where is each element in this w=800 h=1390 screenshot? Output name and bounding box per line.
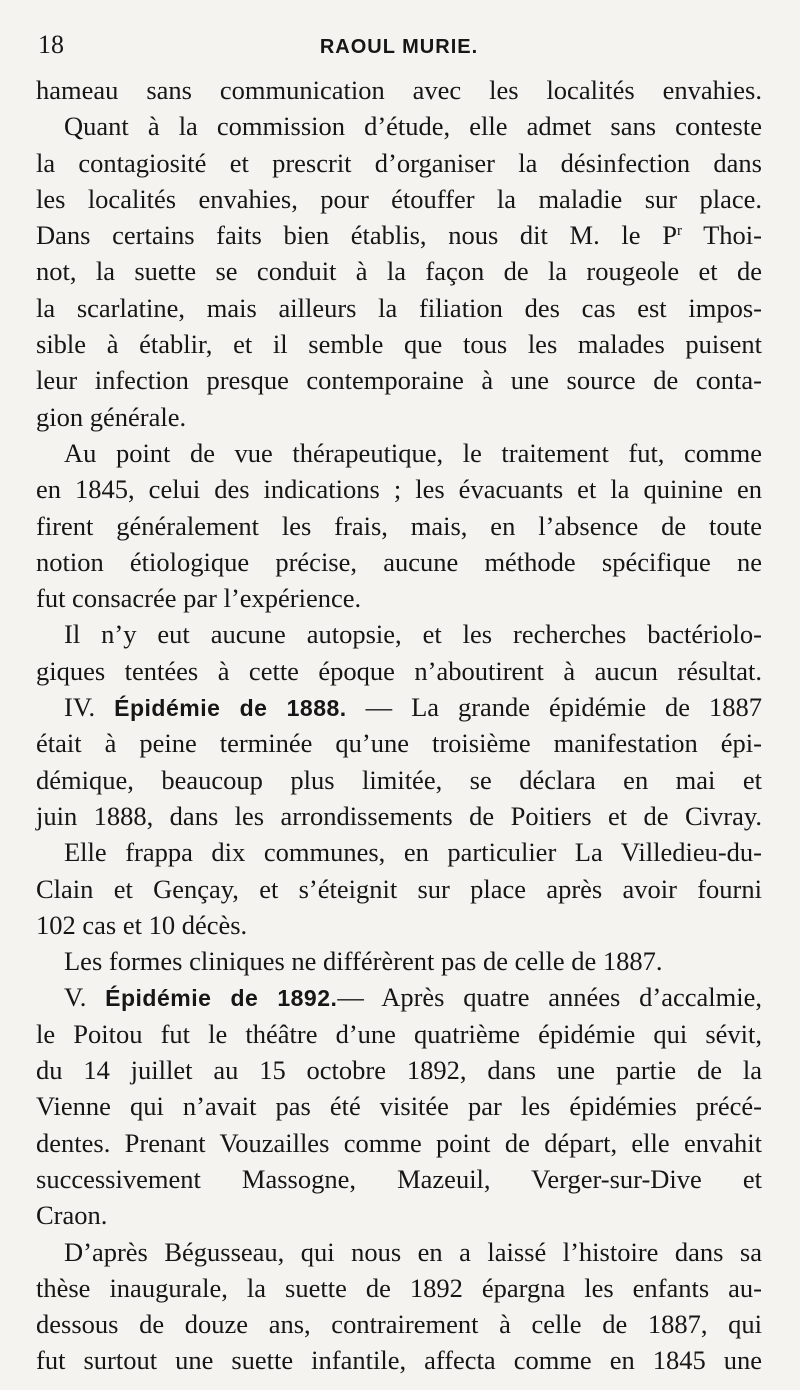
paragraph-end-line: 102 cas et 10 décès. xyxy=(36,909,248,940)
text-line: dessous de douze ans, contrairement à celle de 1887, qui xyxy=(36,1309,762,1340)
text-line: fut surtout une suette infantile, affecta comme en 1845 une xyxy=(36,1345,762,1376)
page-header xyxy=(38,30,760,70)
text-line: not, la suette se conduit à la façon de la rougeole et de xyxy=(36,256,762,287)
text-line: leur infection presque contemporaine à une source de conta- xyxy=(36,365,762,396)
text-line: la scarlatine, mais ailleurs la filiation des cas est impos- xyxy=(36,292,762,323)
text-line: les localités envahies, pour étouffer la maladie sur place. xyxy=(36,183,762,214)
page-number: 18 xyxy=(38,30,64,59)
text-line: hameau sans communication avec les localités envahies. xyxy=(36,75,762,105)
body-text xyxy=(36,72,762,1379)
section-number: V. xyxy=(64,982,106,1013)
text-run: — La grande épidémie de 1887 xyxy=(346,692,763,723)
section-number: IV. xyxy=(64,692,115,723)
text-line: du 14 juillet au 15 octobre 1892, dans une partie de la xyxy=(36,1055,762,1086)
text-run: Dans certains faits bien établis, nous dit M. le P xyxy=(36,220,677,251)
text-line: notion étiologique précise, aucune méthode spécifique ne xyxy=(36,546,762,577)
text-line: Vienne qui n’avait pas été visitée par les épidémies précé- xyxy=(36,1091,762,1122)
paragraph-end-line: giques tentées à cette époque n’aboutirent à aucun résultat. xyxy=(36,655,762,686)
text-line xyxy=(36,217,762,253)
paragraph-end-line: juin 1888, dans les arrondissements de Poitiers et de Civray. xyxy=(36,800,762,831)
text-line: Clain et Gençay, et s’éteignit sur place après avoir fourni xyxy=(36,873,762,904)
section-heading-line xyxy=(36,689,762,725)
text-line: successivement Massogne, Mazeuil, Verger-sur-Dive et xyxy=(36,1163,762,1194)
paragraph-end-line: Craon. xyxy=(36,1200,108,1231)
paragraph-end-line: gion générale. xyxy=(36,401,187,432)
text-line: était à peine terminée qu’une troisième manifestation épi- xyxy=(36,728,762,759)
text-line: le Poitou fut le théâtre d’une quatrième épidémie qui sévit, xyxy=(36,1018,762,1049)
text-line: en 1845, celui des indications ; les évacuants et la quinine en xyxy=(36,474,762,505)
paragraph-start-line: Il n’y eut aucune autopsie, et les recherches bactériolo- xyxy=(64,619,762,650)
paragraph-start-line: D’après Bégusseau, qui nous en a laissé l’histoire dans sa xyxy=(64,1236,762,1267)
text-line: la contagiosité et prescrit d’organiser la désinfection dans xyxy=(36,147,762,178)
text-line: thèse inaugurale, la suette de 1892 épargna les enfants au- xyxy=(36,1272,762,1303)
text-line: dentes. Prenant Vouzailles comme point de départ, elle envahit xyxy=(36,1127,762,1158)
paragraph-start-line: Quant à la commission d’étude, elle admet sans conteste xyxy=(64,111,762,142)
text-line: sible à établir, et il semble que tous les malades puisent xyxy=(36,329,762,360)
paragraph-start-line: Elle frappa dix communes, en particulier La Villedieu-du- xyxy=(64,837,762,868)
text-run: Thoi- xyxy=(681,220,762,251)
paragraph-end-line: fut consacrée par l’expérience. xyxy=(36,583,362,614)
text-line: firent généralement les frais, mais, en l’absence de toute xyxy=(36,510,762,541)
text-line: démique, beaucoup plus limitée, se déclara en mai et xyxy=(36,764,762,795)
paragraph-start-line: Au point de vue thérapeutique, le traitement fut, comme xyxy=(64,437,762,468)
paragraph-line: Les formes cliniques ne différèrent pas de celle de 1887. xyxy=(64,946,663,977)
superscript: r xyxy=(676,223,682,240)
text-run: — Après quatre années d’accalmie, xyxy=(337,982,762,1013)
section-heading: Épidémie de 1892. xyxy=(105,985,338,1012)
running-head: RAOUL MURIE. xyxy=(319,36,479,58)
section-heading: Épidémie de 1888. xyxy=(114,695,347,722)
section-heading-line xyxy=(36,979,762,1015)
